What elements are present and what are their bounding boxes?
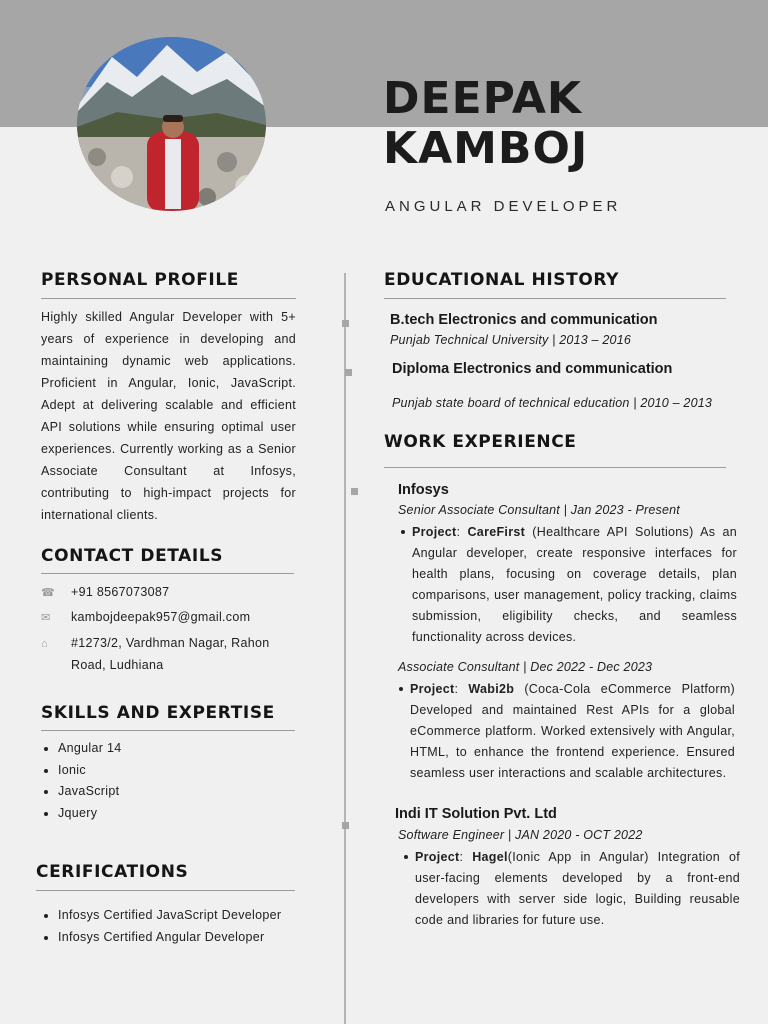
skills-rule bbox=[41, 730, 295, 731]
profile-rule bbox=[41, 298, 296, 299]
job-description: Project: Wabi2b (Coca-Cola eCommerce Platform) Developed and maintained Rest APIs for a global eCommerce platform. Worked extensively with Angular, HTML, to enhance the frontend experience. Ensured seamless user interactions and scalable architectures. bbox=[410, 679, 735, 784]
phone-icon: ☎ bbox=[41, 587, 56, 599]
certifications-rule bbox=[36, 890, 295, 891]
education-heading: EDUCATIONAL HISTORY bbox=[384, 270, 620, 290]
project-label: Project bbox=[410, 682, 455, 696]
timeline-marker bbox=[342, 320, 349, 327]
timeline-marker bbox=[345, 369, 352, 376]
job-role: Senior Associate Consultant | Jan 2023 - Present bbox=[398, 503, 680, 517]
email-text: kambojdeepak957@gmail.com bbox=[71, 610, 251, 624]
skills-heading: SKILLS AND EXPERTISE bbox=[41, 703, 275, 723]
education-detail: Punjab state board of technical education | 2010 – 2013 bbox=[392, 396, 713, 410]
timeline-marker bbox=[342, 822, 349, 829]
project-name: Hagel bbox=[472, 850, 508, 864]
list-item: Infosys Certified JavaScript Developer bbox=[41, 905, 281, 927]
profile-heading: PERSONAL PROFILE bbox=[41, 270, 239, 290]
education-degree: B.tech Electronics and communication bbox=[390, 312, 658, 328]
timeline-divider bbox=[344, 273, 346, 1024]
company-name: Infosys bbox=[398, 482, 449, 498]
project-label: Project bbox=[412, 525, 457, 539]
list-item: Angular 14 bbox=[41, 738, 121, 760]
envelope-icon: ✉ bbox=[41, 612, 51, 624]
list-item: Jquery bbox=[41, 803, 121, 825]
contact-address bbox=[41, 632, 281, 676]
job-role: Software Engineer | JAN 2020 - OCT 2022 bbox=[398, 828, 643, 842]
job-role: Associate Consultant | Dec 2022 - Dec 2023 bbox=[398, 660, 653, 674]
project-label: Project bbox=[415, 850, 460, 864]
contact-email bbox=[41, 606, 281, 629]
project-name: CareFirst bbox=[467, 525, 526, 539]
address-text: #1273/2, Vardhman Nagar, Rahon Road, Ludhiana bbox=[71, 636, 270, 672]
project-name: Wabi2b bbox=[468, 682, 515, 696]
first-name: DEEPAK bbox=[383, 73, 582, 124]
profile-photo bbox=[77, 37, 266, 211]
certifications-list bbox=[41, 905, 281, 948]
contact-heading: CONTACT DETAILS bbox=[41, 546, 224, 566]
home-icon: ⌂ bbox=[41, 638, 48, 650]
contact-phone bbox=[41, 581, 281, 604]
project-description: (Coca-Cola eCommerce Platform) Developed and maintained Rest APIs for a global eCommerce platform. Worked extensively with Angular, HTML, to enhance the frontend experience. Ensured seamless user interactions and scalable architectures. bbox=[410, 682, 735, 780]
job-description: Project: CareFirst (Healthcare API Solutions) As an Angular developer, create responsive interfaces for health plans, focusing on coverage details, plan comparisons, user management, policy tracking, claims submission, eligibility checks, and seamless functionality across devices. bbox=[412, 522, 737, 648]
phone-text: +91 8567073087 bbox=[71, 585, 170, 599]
project-description: (Ionic App in Angular) Integration of user-facing elements developed by a front-end developers with server side logic, Building reusable code and libraries for future use. bbox=[415, 850, 741, 927]
bullet bbox=[404, 855, 408, 859]
bullet bbox=[401, 530, 405, 534]
education-detail: Punjab Technical University | 2013 – 2016 bbox=[390, 333, 631, 347]
job-description: Project: Hagel(Ionic App in Angular) Integration of user-facing elements developed by a front-end developers with server side logic, Building reusable code and libraries for future use. bbox=[415, 847, 740, 931]
company-name: Indi IT Solution Pvt. Ltd bbox=[395, 806, 557, 822]
project-description: (Healthcare API Solutions) As an Angular developer, create responsive interfaces for health plans, focusing on coverage details, plan comparisons, user management, policy tracking, claims submission, eligibility checks, and seamless functionality across devices. bbox=[412, 525, 737, 644]
list-item: Infosys Certified Angular Developer bbox=[41, 927, 281, 949]
certifications-heading: CERIFICATIONS bbox=[36, 862, 189, 882]
education-rule bbox=[384, 298, 726, 299]
candidate-name bbox=[383, 74, 588, 174]
last-name: KAMBOJ bbox=[383, 123, 589, 174]
job-title: ANGULAR DEVELOPER bbox=[385, 198, 622, 215]
contact-rule bbox=[41, 573, 294, 574]
work-rule bbox=[384, 467, 726, 468]
bullet bbox=[399, 687, 403, 691]
timeline-marker bbox=[351, 488, 358, 495]
skills-list bbox=[41, 738, 121, 824]
list-item: Ionic bbox=[41, 760, 121, 782]
work-heading: WORK EXPERIENCE bbox=[384, 432, 577, 452]
list-item: JavaScript bbox=[41, 781, 121, 803]
education-degree: Diploma Electronics and communication bbox=[392, 361, 673, 377]
profile-text: Highly skilled Angular Developer with 5+ years of experience in developing and maintaining dynamic web applications. Proficient in Angular, Ionic, JavaScript. Adept at delivering scalable and efficient API solutions while ensuring optimal user experiences. Currently working as a Senior Associate Consultant at Infosys, contributing to high-impact projects for international clients. bbox=[41, 310, 296, 522]
